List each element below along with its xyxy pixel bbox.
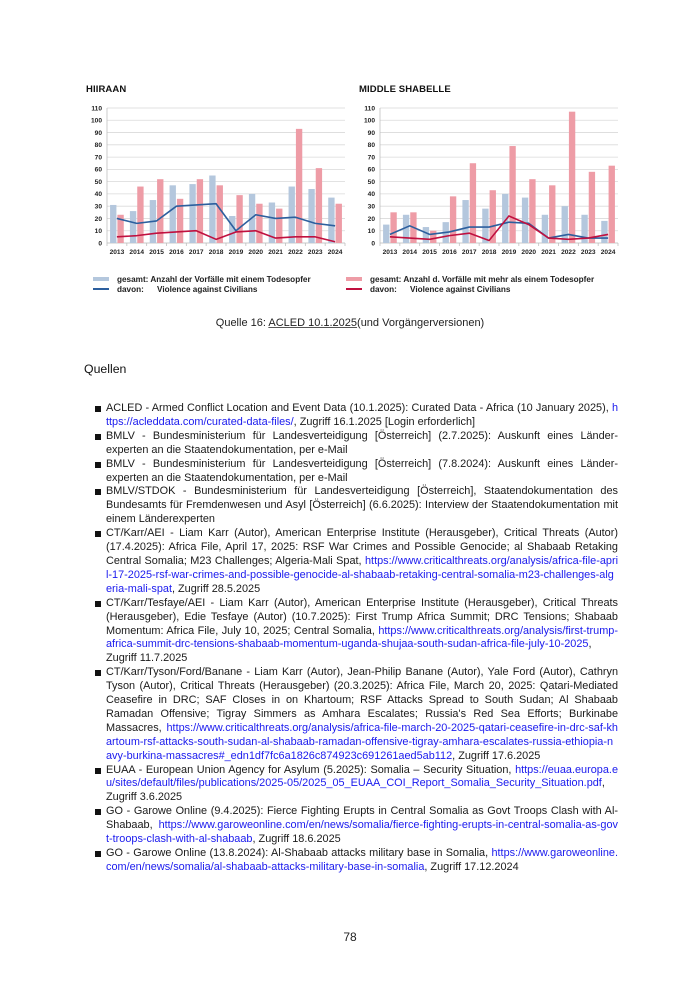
bar-bar-single — [423, 227, 429, 243]
reference-item — [96, 402, 618, 430]
reference-link[interactable]: https://www.criticalthreats.org/analysis/africa-file-march-20-2025-qatari-ceasefire-in-drc-saf-khartoum-rsf-attacks-south-sudan-al-shabaab-ramadan-offensive-tigray-amhara-escalates-russia-ethiopia-navy-burkina-massacres#_edn1df7fc6a1826c874923c691261aed5ab112 — [106, 721, 618, 762]
chart-plot-hiiraan — [85, 100, 350, 270]
reference-link[interactable]: https://www.garoweonline.com/en/news/somalia/al-shabaab-attacks-military-base-in-somalia — [106, 847, 618, 873]
bar-bar-single — [130, 211, 136, 243]
x-tick-label: 2024 — [600, 249, 616, 256]
sources-heading: Quellen — [84, 362, 127, 376]
bullet-icon — [95, 670, 101, 676]
y-tick-label: 70 — [367, 154, 375, 162]
reference-access-date: , Zugriff 3.6.2025 — [106, 777, 605, 804]
bar-bar-single — [189, 184, 195, 243]
reference-text: CT/Karr/Tyson/Ford/Banane - Liam Karr (Autor), Jean-Philip Banane (Autor), Yale Ford (Autor), Cathryn Tyson (Autor), Critical Threats (Herausgeber) (20.3.2025): Africa File, March 20, 2025: Qatari-Mediated Ceasefire in DRC; SAF Closes in on Khartoum; RSF Attacks Spread to South Sudan; Al Shabaab Ramadan Offensive; Tigray Simmers as Amhara Escalates; Russia's Red Sea Efforts; Burkinabe Massacres, — [106, 666, 618, 734]
y-tick-label: 100 — [363, 117, 375, 125]
bar-bar-multi — [529, 179, 535, 243]
bullet-icon — [95, 489, 101, 495]
bar-bar-single — [601, 221, 607, 243]
caption-suffix: (und Vorgängerversionen) — [357, 317, 485, 329]
y-tick-label: 30 — [94, 203, 102, 211]
reference-item — [96, 666, 618, 763]
x-tick-label: 2024 — [327, 249, 343, 256]
reference-text: GO - Garowe Online (13.8.2024): Al-Shabaab attacks military base in Somalia, — [106, 847, 492, 859]
bullet-icon — [95, 601, 101, 607]
y-tick-label: 50 — [94, 178, 102, 186]
y-tick-label: 10 — [367, 228, 375, 236]
line-series-line-single — [390, 222, 608, 238]
y-tick-label: 10 — [94, 228, 102, 236]
y-tick-label: 0 — [98, 240, 102, 248]
x-tick-label: 2022 — [561, 249, 576, 256]
y-tick-label: 40 — [94, 191, 102, 199]
reference-access-date: , Zugriff 28.5.2025 — [171, 582, 261, 595]
reference-access-date: , Zugriff 17.12.2024 — [424, 860, 519, 873]
bar-bar-single — [308, 189, 314, 243]
x-tick-label: 2013 — [382, 249, 398, 256]
y-tick-label: 60 — [94, 166, 102, 174]
line-series-line-multi — [390, 216, 608, 241]
x-tick-label: 2020 — [521, 249, 537, 256]
bar-bar-multi — [256, 204, 262, 243]
legend-prefix: davon: — [117, 284, 144, 294]
bar-bar-single — [562, 206, 568, 243]
bullet-icon — [95, 531, 101, 537]
y-tick-label: 70 — [94, 154, 102, 162]
reference-item — [96, 847, 618, 875]
x-tick-label: 2016 — [169, 249, 184, 256]
bar-bar-single — [170, 185, 176, 243]
legend-item — [346, 284, 594, 294]
x-tick-label: 2017 — [461, 249, 477, 256]
y-tick-label: 110 — [364, 105, 375, 113]
x-tick-label: 2018 — [481, 249, 497, 256]
y-tick-label: 40 — [367, 191, 375, 199]
reference-list — [96, 402, 618, 875]
y-tick-label: 60 — [367, 166, 375, 174]
reference-item — [96, 597, 618, 667]
bar-bar-multi — [609, 166, 615, 243]
x-tick-label: 2016 — [442, 249, 457, 256]
bar-bar-single — [289, 187, 295, 243]
reference-item — [96, 805, 618, 847]
reference-text: CT/Karr/AEI - Liam Karr (Autor), American Enterprise Institute (Herausgeber), Critical Threats (Autor) (17.4.2025): Africa File, April 17, 2025: RSF War Crimes and Possible Genocide; al Shabaab Retaking Central Somalia; M23 Challenges; Algeria-Mali Spat, — [106, 527, 618, 567]
reference-link[interactable]: https://euaa.europa.eu/sites/default/files/publications/2025-05/2025_05_EUAA_COI_Report_Somalia_Security_Situation.pdf — [106, 763, 618, 790]
legend-prefix: davon: — [370, 284, 397, 294]
bar-bar-multi — [390, 212, 396, 243]
line-series-line-single — [117, 204, 335, 231]
x-tick-label: 2017 — [188, 249, 204, 256]
bar-bar-multi — [509, 146, 515, 243]
bar-bar-single — [383, 225, 389, 243]
reference-link[interactable]: https://www.criticalthreats.org/analysis/first-trump-africa-summit-drc-tensions-shabaab-momentum-uganda-shujaa-south-sudan-africa-file-july-10-2025 — [106, 624, 618, 651]
y-tick-label: 80 — [94, 142, 102, 150]
reference-access-date: , Zugriff 17.6.2025 — [452, 749, 541, 762]
bullet-icon — [95, 434, 101, 440]
reference-access-date: , Zugriff 18.6.2025 — [252, 833, 341, 846]
y-tick-label: 110 — [91, 105, 102, 113]
legend-item — [93, 274, 311, 284]
bar-bar-multi — [236, 195, 242, 243]
x-tick-label: 2014 — [129, 249, 145, 256]
y-tick-label: 20 — [367, 215, 375, 223]
y-tick-label: 90 — [94, 129, 102, 137]
bar-bar-multi — [316, 168, 322, 243]
legend-label: Violence against Civilians — [410, 284, 511, 294]
figure-caption — [0, 317, 700, 329]
bar-bar-multi — [589, 172, 595, 243]
reference-access-date: , Zugriff 16.1.2025 [Login erforderlich] — [293, 415, 476, 428]
chart-middle-shabelle — [358, 80, 623, 270]
legend-swatch-line-multi — [346, 288, 362, 290]
x-tick-label: 2020 — [248, 249, 264, 256]
bar-bar-multi — [336, 204, 342, 243]
x-tick-label: 2019 — [501, 249, 517, 256]
bullet-icon — [95, 406, 101, 412]
bar-bar-multi — [569, 112, 575, 243]
reference-item — [96, 485, 618, 527]
y-tick-label: 30 — [367, 203, 375, 211]
legend-swatch-bar-multi — [346, 277, 362, 281]
bar-bar-single — [328, 198, 334, 243]
reference-item — [96, 764, 618, 806]
reference-item — [96, 458, 618, 486]
reference-link[interactable]: https://acleddata.com/curated-data-files/ — [106, 402, 618, 428]
x-tick-label: 2023 — [307, 249, 323, 256]
legend-right — [346, 274, 594, 294]
chart-hiiraan — [85, 80, 350, 270]
chart-plot-middle-shabelle — [358, 100, 623, 270]
bar-bar-multi — [296, 129, 302, 243]
bar-bar-single — [462, 200, 468, 243]
x-tick-label: 2015 — [149, 249, 164, 256]
legend-label: gesamt: Anzahl der Vorfälle mit einem Todesopfer — [117, 274, 311, 284]
x-tick-label: 2021 — [541, 249, 556, 256]
y-tick-label: 80 — [367, 142, 375, 150]
reference-text: ACLED - Armed Conflict Location and Event Data (10.1.2025): Curated Data - Africa (10 January 2025), — [106, 402, 612, 414]
chart-title: HIIRAAN — [86, 84, 127, 95]
reference-item — [96, 430, 618, 458]
x-tick-label: 2022 — [288, 249, 303, 256]
legend-item — [346, 274, 594, 284]
caption-prefix: Quelle 16: — [215, 317, 269, 329]
bar-bar-multi — [217, 185, 223, 243]
reference-item — [96, 527, 618, 597]
x-tick-label: 2015 — [422, 249, 437, 256]
y-tick-label: 50 — [367, 178, 375, 186]
y-tick-label: 90 — [367, 129, 375, 137]
legend-swatch-line-single — [93, 288, 109, 290]
legend-swatch-bar-single — [93, 277, 109, 281]
x-tick-label: 2013 — [109, 249, 125, 256]
line-series-line-multi — [117, 231, 335, 242]
bar-bar-single — [542, 215, 548, 243]
x-tick-label: 2021 — [268, 249, 283, 256]
bar-bar-multi — [549, 185, 555, 243]
reference-link[interactable]: https://www.garoweonline.com/en/news/somalia/fierce-fighting-erupts-in-central-somalia-as-govt-troops-clash-with-al-shabaab — [106, 819, 618, 846]
bullet-icon — [95, 809, 101, 815]
chart-title: MIDDLE SHABELLE — [359, 84, 451, 95]
reference-access-date: , Zugriff 11.7.2025 — [106, 638, 592, 665]
legend-label: gesamt: Anzahl d. Vorfälle mit mehr als einem Todesopfer — [370, 274, 595, 284]
legend-item — [93, 284, 311, 294]
bar-bar-single — [522, 198, 528, 243]
bullet-icon — [95, 462, 101, 468]
bullet-icon — [95, 768, 101, 774]
x-tick-label: 2014 — [402, 249, 418, 256]
x-tick-label: 2018 — [208, 249, 224, 256]
caption-source-link[interactable]: ACLED 10.1.2025 — [268, 317, 358, 329]
y-tick-label: 20 — [94, 215, 102, 223]
bar-bar-single — [209, 176, 215, 244]
reference-link[interactable]: https://www.criticalthreats.org/analysis/africa-file-april-17-2025-rsf-war-crimes-and-possible-genocide-al-shabaab-retaking-central-somalia-m23-challenges-algeria-mali-spat — [106, 554, 618, 595]
reference-text: CT/Karr/Tesfaye/AEI - Liam Karr (Autor), American Enterprise Institute (Herausgeber), Critical Threats (Herausgeber), Edie Tesfaye (Autor) (10.7.2025): First Trump Africa Summit; DRC Tensions; Shabaab Momentum: Africa File, July 10, 2025; Central Somalia, — [106, 596, 618, 637]
y-tick-label: 0 — [371, 240, 375, 248]
reference-text: GO - Garowe Online (9.4.2025): Fierce Fighting Erupts in Central Somalia as Govt Troops Clash with Al-Shabaab, — [106, 805, 618, 832]
bar-bar-single — [110, 205, 116, 243]
bar-bar-multi — [430, 231, 436, 243]
reference-text: BMLV - Bundesministerium für Landesverteidigung [Österreich] (7.8.2024): Auskunft eines Länderexperten an die Staatendokumentation, per e-Mail — [106, 457, 618, 484]
legend-left — [93, 274, 311, 294]
reference-text: BMLV/STDOK - Bundesministerium für Landesverteidigung [Österreich], Staatendokumentation des Bundesamts für Fremdenwesen und Asyl [Österreich] (6.6.2025): Interview der Staatendokumentation mit einem Länderexperten — [106, 485, 618, 526]
bullet-icon — [95, 851, 101, 857]
legend-label: Violence against Civilians — [157, 284, 258, 294]
reference-text: EUAA - European Union Agency for Asylum (5.2025): Somalia – Security Situation, — [106, 763, 516, 776]
bar-bar-multi — [470, 163, 476, 243]
y-tick-label: 100 — [90, 117, 102, 125]
x-tick-label: 2023 — [580, 249, 596, 256]
x-tick-label: 2019 — [228, 249, 244, 256]
page-number: 78 — [343, 930, 357, 944]
reference-text: BMLV - Bundesministerium für Landesverteidigung [Österreich] (2.7.2025): Auskunft eines Länderexperten an die Staatendokumentation, per e-Mail — [106, 429, 618, 456]
